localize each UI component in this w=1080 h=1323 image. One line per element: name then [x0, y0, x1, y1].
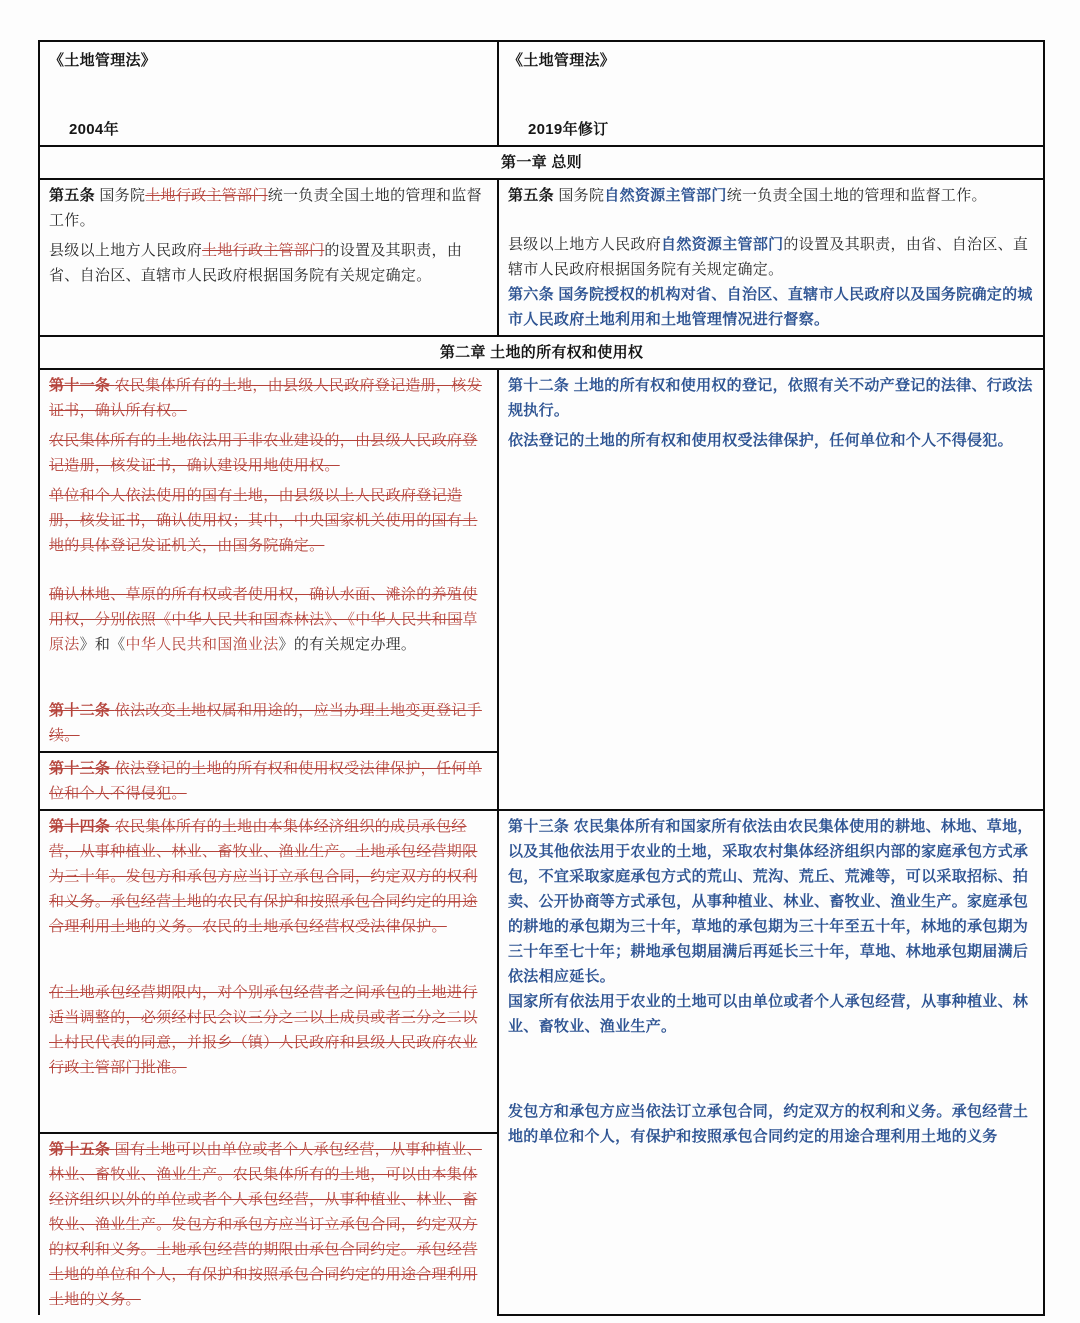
- article-11-12-row: [39, 369, 1044, 752]
- cell-2004-article13: [39, 752, 498, 810]
- law-title-2019: 《土地管理法》: [508, 52, 616, 69]
- law-year-2019: 2019年修订: [528, 121, 609, 138]
- cell-2004-article15: [39, 1133, 498, 1315]
- paragraph: 国家所有依法用于农业的土地可以由单位或者个人承包经营，从事种植业、林业、畜牧业、渔业生产。: [508, 993, 1029, 1035]
- chapter-2-title: 第二章 土地的所有权和使用权: [39, 336, 1044, 369]
- paragraph: 农民集体所有的土地依法用于非农业建设的，由县级人民政府登记造册，核发证书，确认建设用地使用权。: [49, 432, 478, 474]
- paragraph: 第十四条 农民集体所有的土地由本集体经济组织的成员承包经营，从事种植业、林业、畜牧业、渔业生产。土地承包经营期限为三十年。发包方和承包方应当订立承包合同，约定双方的权利和义务。承包经营土地的农民有保护和按照承包合同约定的用途合理利用土地的义务。农民的土地承包经营权受法律保护。: [49, 818, 478, 935]
- paragraph: 第十一条 农民集体所有的土地，由县级人民政府登记造册，核发证书，确认所有权。: [49, 377, 482, 419]
- paragraph: 确认林地、草原的所有权或者使用权，确认水面、滩涂的养殖使用权，分别依照《中华人民共和国森林法》、《中华人民共和国草原法》和《中华人民共和国渔业法》的有关规定办理。: [49, 586, 478, 653]
- cell-2019-article5: [498, 179, 1044, 336]
- paragraph: 第十二条 依法改变土地权属和用途的，应当办理土地变更登记手续。: [49, 702, 482, 744]
- article-14-row: [39, 810, 1044, 1133]
- chapter-row-1: [39, 146, 1044, 179]
- paragraph: 县级以上地方人民政府自然资源主管部门的设置及其职责，由省、自治区、直辖市人民政府根据国务院有关规定确定。: [508, 236, 1029, 278]
- paragraph: 发包方和承包方应当依法订立承包合同，约定双方的权利和义务。承包经营土地的单位和个人，有保护和按照承包合同约定的用途合理利用土地的义务: [508, 1103, 1029, 1145]
- paragraph: 单位和个人依法使用的国有土地，由县级以上人民政府登记造册，核发证书，确认使用权；其中，中央国家机关使用的国有土地的具体登记发证机关，由国务院确定。: [49, 487, 478, 554]
- cell-2004-article5: [39, 179, 498, 336]
- cell-2004-header: [39, 41, 498, 146]
- article-5-row: [39, 179, 1044, 336]
- cell-2004-article14: [39, 810, 498, 1133]
- paragraph: 第五条 国务院自然资源主管部门统一负责全国土地的管理和监督工作。: [508, 187, 987, 204]
- paragraph: 第十二条 土地的所有权和使用权的登记，依照有关不动产登记的法律、行政法规执行。: [508, 377, 1033, 419]
- paragraph: 在土地承包经营期限内，对个别承包经营者之间承包的土地进行适当调整的，必须经村民会议三分之二以上成员或者三分之二以上村民代表的同意，并报乡（镇）人民政府和县级人民政府农业行政主管部门批准。: [49, 984, 478, 1076]
- paragraph: 第十三条 依法登记的土地的所有权和使用权受法律保护，任何单位和个人不得侵犯。: [49, 760, 482, 802]
- cell-2004-article11-12: [39, 369, 498, 752]
- chapter-1-title: 第一章 总则: [39, 146, 1044, 179]
- law-title-2004: 《土地管理法》: [49, 52, 157, 69]
- cell-2019-article13: [498, 810, 1044, 1315]
- table-header-row: [39, 41, 1044, 146]
- paragraph: 第十三条 农民集体所有和国家所有依法由农民集体使用的耕地、林地、草地，以及其他依法用于农业的土地，采取农村集体经济组织内部的家庭承包方式承包，不宜采取家庭承包方式的荒山、荒沟、荒丘、荒滩等，可以采取招标、拍卖、公开协商等方式承包，从事种植业、林业、畜牧业、渔业生产。家庭承包的耕地的承包期为三十年，草地的承包期为三十年至五十年，林地的承包期为三十年至七十年；耕地承包期届满后再延长三十年，草地、林地承包期届满后依法相应延长。: [508, 818, 1033, 985]
- paragraph: 县级以上地方人民政府土地行政主管部门的设置及其职责，由省、自治区、直辖市人民政府根据国务院有关规定确定。: [49, 242, 463, 284]
- paragraph: 第六条 国务院授权的机构对省、自治区、直辖市人民政府以及国务院确定的城市人民政府土地利用和土地管理情况进行督察。: [508, 286, 1033, 328]
- law-year-2004: 2004年: [69, 121, 119, 138]
- paragraph: 第五条 国务院土地行政主管部门统一负责全国土地的管理和监督工作。: [49, 187, 482, 229]
- chapter-row-2: [39, 336, 1044, 369]
- cell-2019-article12: [498, 369, 1044, 810]
- paragraph: 依法登记的土地的所有权和使用权受法律保护，任何单位和个人不得侵犯。: [508, 432, 1013, 449]
- comparison-table: [38, 40, 1045, 1316]
- cell-2019-header: [498, 41, 1044, 146]
- paragraph: 第十五条 国有土地可以由单位或者个人承包经营，从事种植业、林业、畜牧业、渔业生产。农民集体所有的土地，可以由本集体经济组织以外的单位或者个人承包经营，从事种植业、林业、畜牧业、渔业生产。发包方和承包方应当订立承包合同，约定双方的权利和义务。土地承包经营的期限由承包合同约定。承包经营土地的单位和个人，有保护和按照承包合同约定的用途合理利用土地的义务。: [49, 1141, 482, 1308]
